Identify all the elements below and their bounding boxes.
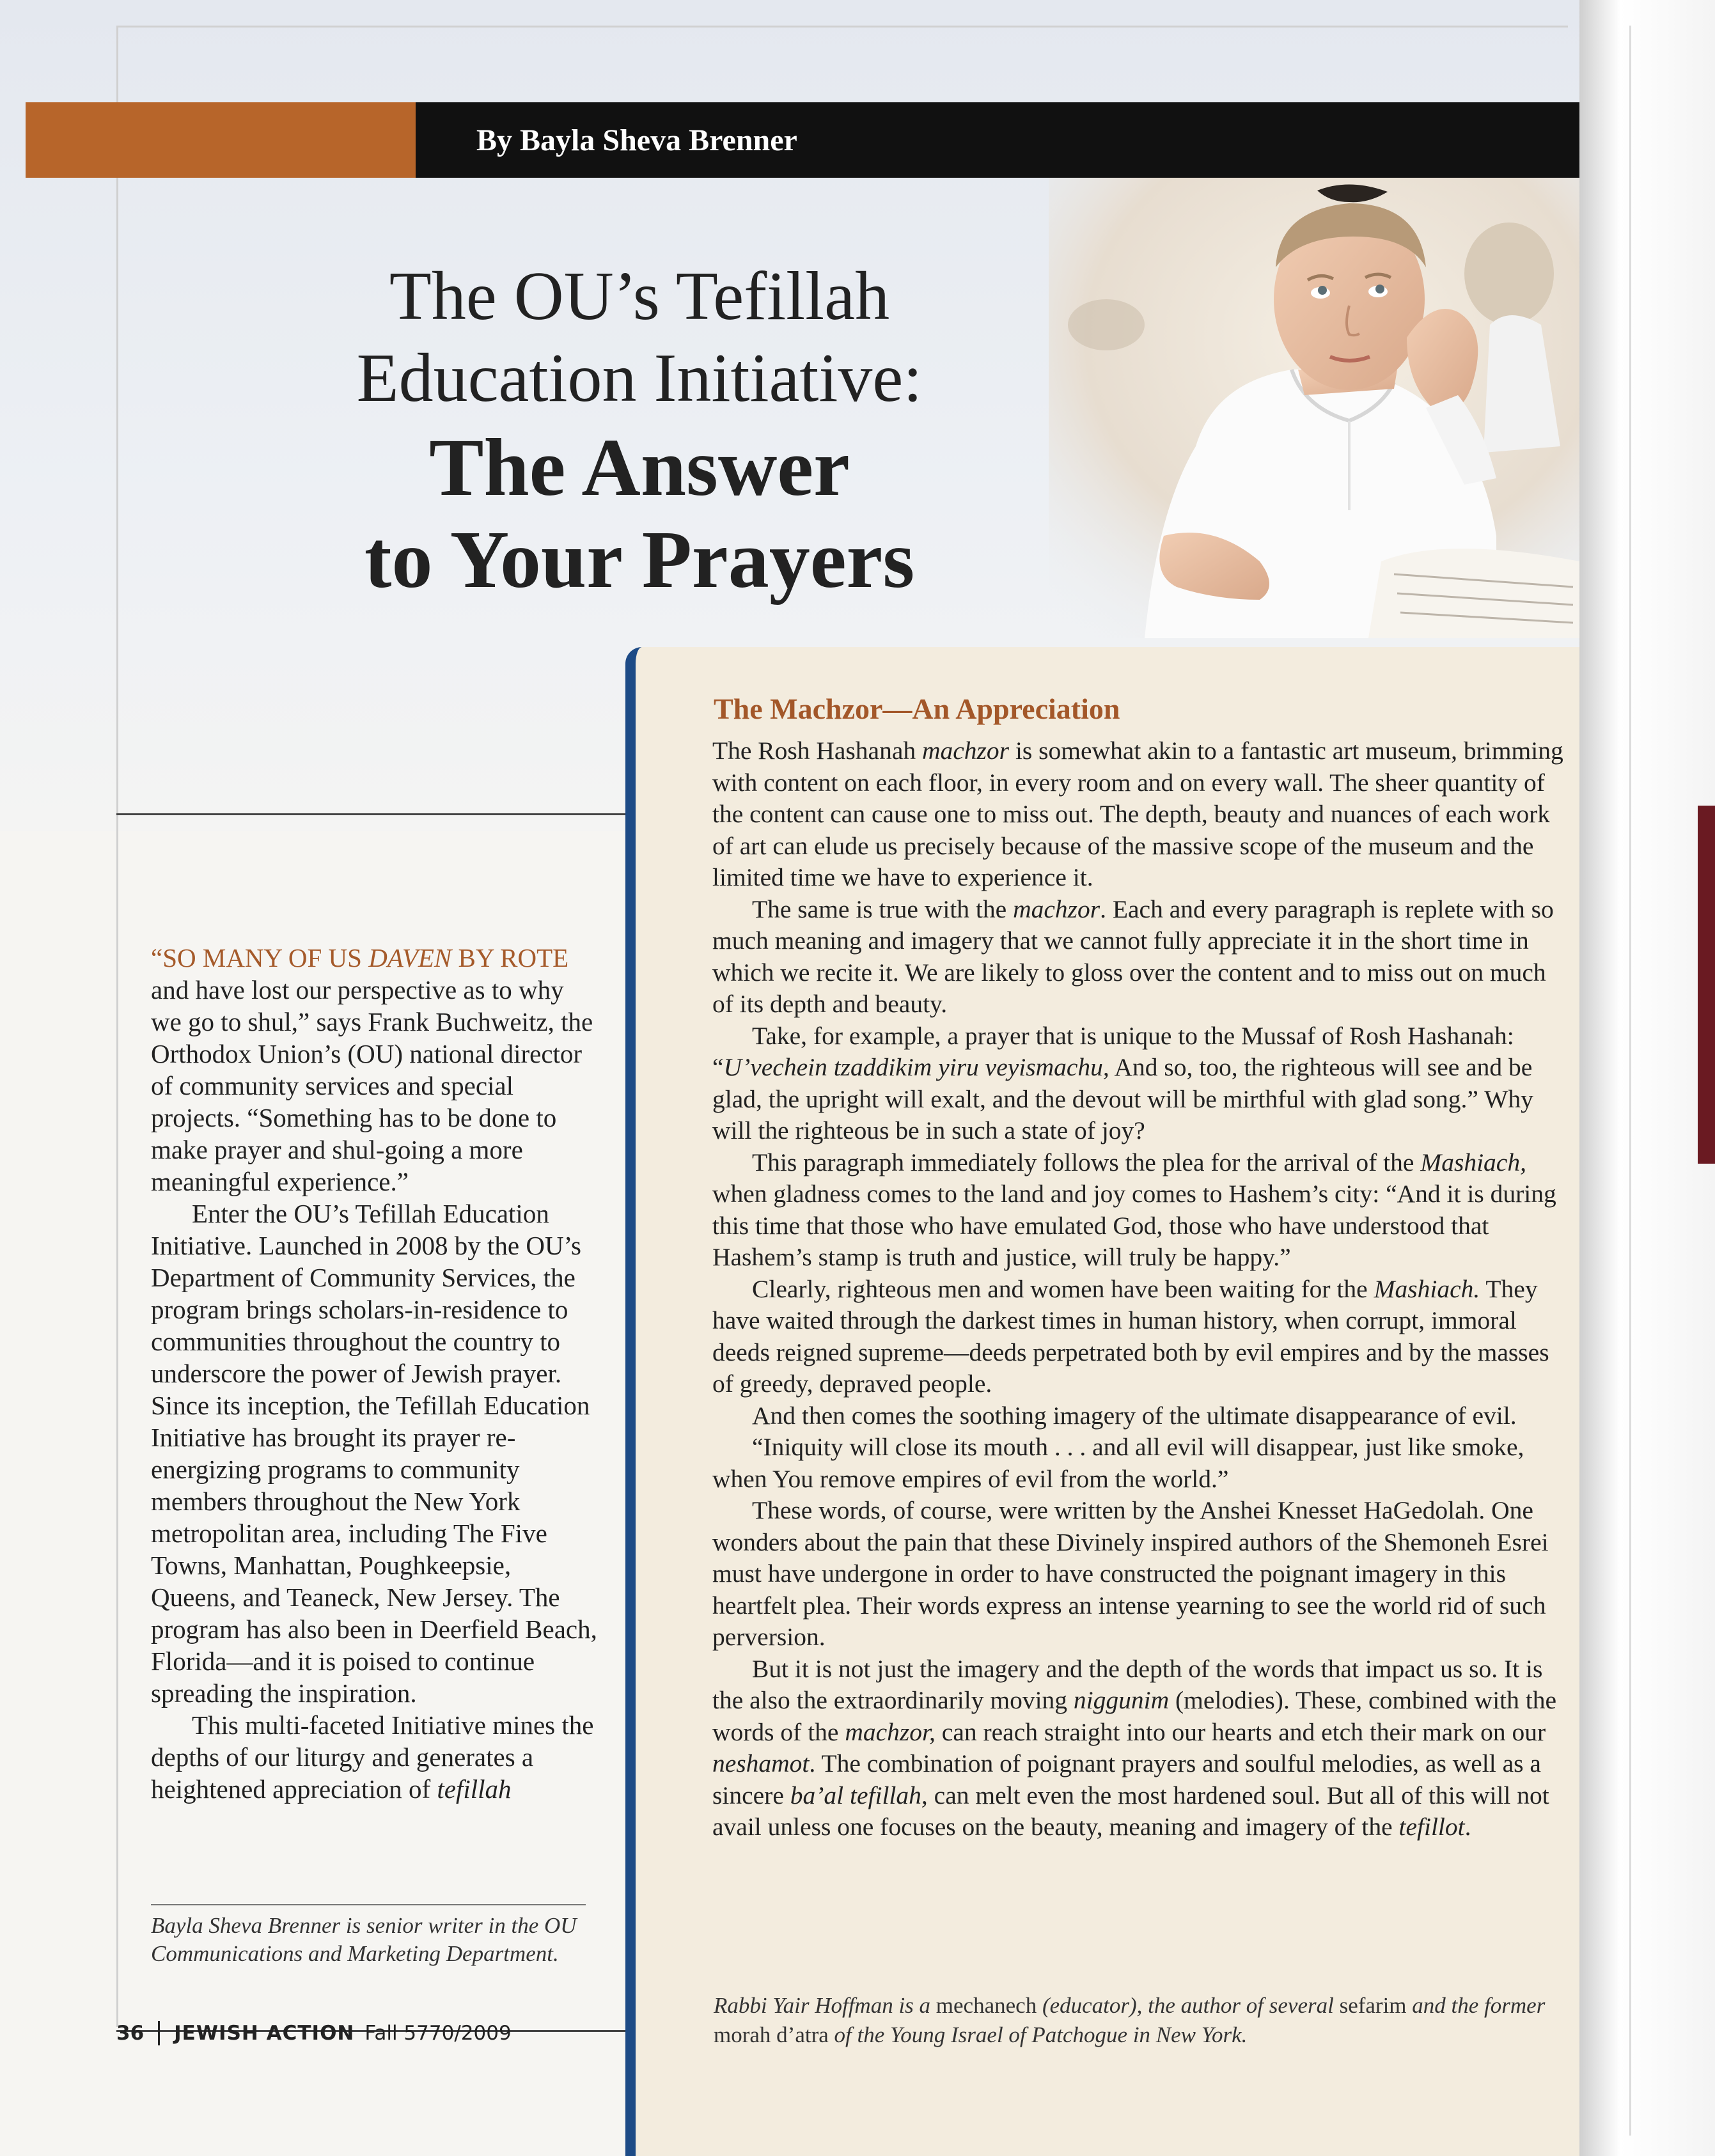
appreciation-paragraph	[712, 1274, 1570, 1400]
appreciation-paragraph	[712, 1653, 1570, 1843]
text-italic: niggunim	[1073, 1686, 1170, 1714]
appreciation-text	[712, 735, 1570, 1843]
credit-roman: morah d’atra	[714, 2022, 829, 2047]
text-italic: ba’al tefillah,	[790, 1781, 928, 1809]
byline-accent	[26, 102, 416, 178]
text-italic: machzor	[922, 737, 1010, 765]
contributor-credit	[714, 1991, 1558, 2050]
text-run: (melodies). These, combined with the words of the	[712, 1686, 1557, 1746]
appreciation-paragraph: “Iniquity will close its mouth . . . and all evil will disappear, just like smoke, when You remove empires of evil from the world.”	[712, 1433, 1524, 1493]
appreciation-paragraph: And then comes the soothing imagery of the ultimate disappearance of evil.	[752, 1401, 1517, 1430]
title-line-2: Education Initiative:	[356, 340, 923, 416]
sidebar-paragraph-1	[151, 942, 599, 1198]
text-run: The Rosh Hashanah	[712, 737, 922, 765]
byline-bar	[26, 102, 1579, 178]
appreciation-paragraph	[712, 1020, 1570, 1147]
author-note-divider	[151, 1904, 586, 1905]
page-gutter	[1579, 0, 1715, 2156]
boy-praying-photo	[1049, 178, 1579, 638]
text-run: . The combination of poignant prayers and soulful melodies, as well as a sincere	[712, 1749, 1541, 1809]
sidebar-paragraph-2: Enter the OU’s Tefillah Education Initiative. Launched in 2008 by the OU’s Department of Community Services, the program brings scholars-in-residence to communities throughout the country to underscore the power of Jewish prayer. Since its inception, the Tefillah Education Initiative has brought its prayer re-energizing programs to community members throughout the New York metropolitan area, including The Five Towns, Manhattan, Poughkeepsie, Queens, and Teaneck, New Jersey. The program has also been in Deerfield Beach, Florida—and it is poised to continue spreading the inspiration.	[151, 1199, 597, 1708]
text-run: when gladness comes to the land and joy comes to Hashem’s city: “And it is during this time that those who have emulated God, those who have understood that Hashem’s stamp is truth and justice, will truly be happy.”	[712, 1180, 1556, 1271]
credit-text: (educator), the author of several	[1037, 1993, 1340, 2018]
text-italic: Mashiach,	[1420, 1148, 1526, 1176]
title-line-4: to Your Prayers	[364, 514, 915, 605]
lead-in-caps: “SO MANY OF US	[151, 943, 369, 973]
title-line-3: The Answer	[429, 422, 850, 513]
footer-divider	[158, 2021, 160, 2045]
credit-text: Rabbi Yair Hoffman is a	[714, 1993, 936, 2018]
text-run: They have waited through the darkest times in human history, when corrupt, immoral deeds reigned supreme—deeds perpetrated both by evil empires and by the masses of greedy, depraved people.	[712, 1274, 1549, 1398]
page-frame-top	[116, 26, 1568, 27]
byline-band	[416, 102, 1579, 178]
credit-roman: sefarim	[1339, 1993, 1407, 2018]
credit-text: and the former	[1406, 1993, 1546, 2018]
appreciation-paragraph	[712, 735, 1570, 894]
credit-text: of the Young Israel of Patchogue in New York.	[828, 2022, 1248, 2047]
text-run: This paragraph immediately follows the plea for the arrival of the	[752, 1148, 1421, 1176]
paragraph-text: and have lost our perspective as to why we go to shul,” says Frank Buchweitz, the Orthodox Union’s (OU) national director of community services and special projects. “Something has to be done to make prayer and shul-going a more meaningful experience.”	[151, 975, 593, 1196]
text-run: But it is not just the imagery and the depth of the words that impact us so. It is the also the extraordinarily moving	[712, 1654, 1543, 1714]
paragraph-italic: tefillah	[437, 1774, 512, 1804]
text-run: And so, too, the righteous will see and be glad, the upright will exalt, and the devout will be mirthful with glad song.” Why will the righteous be in such a state of joy?	[712, 1053, 1533, 1144]
article-title	[269, 256, 1010, 604]
lead-in-italic: DAVEN	[368, 943, 452, 973]
issue-date: Fall 5770/2009	[364, 2022, 512, 2045]
appreciation-paragraph	[712, 1147, 1570, 1274]
text-run: Take, for example, a prayer that is unique to the Mussaf of Rosh Hashanah: “	[712, 1021, 1514, 1081]
text-run: Clearly, righteous men and women have been waiting for the	[752, 1274, 1374, 1303]
appreciation-paragraph	[712, 894, 1570, 1020]
credit-roman: mechanech	[936, 1993, 1037, 2018]
text-run: is somewhat akin to a fantastic art museum, brimming with content on each floor, in every room and on every wall. The sheer quantity of the content can cause one to miss out. The depth, beauty and nuances of each work of art can elude us precisely because of the massive scope of the museum and the limited time we have to experience it.	[712, 737, 1563, 891]
appreciation-heading: The Machzor—An Appreciation	[714, 692, 1120, 725]
page-footer	[116, 2021, 512, 2045]
text-run: can reach straight into our hearts and etch their mark on our	[935, 1717, 1546, 1746]
text-run: .	[1464, 1813, 1471, 1841]
byline: By Bayla Sheva Brenner	[476, 123, 797, 157]
text-run: can melt even the most hardened soul. But all of this will not avail unless one focuses on the beauty, meaning and imagery of the	[712, 1781, 1549, 1841]
magazine-name: JEWISH ACTION	[174, 2022, 355, 2045]
author-note: Bayla Sheva Brenner is senior writer in the OU Communications and Marketing Department.	[151, 1913, 577, 1966]
text-italic: machzor	[1013, 894, 1100, 923]
text-run: . Each and every paragraph is replete with so much meaning and imagery that we cannot fully appreciate it in the short time in which we recite it. We are likely to gloss over the content and to miss out on much of its depth and beauty.	[712, 894, 1554, 1018]
sidebar-paragraph-3	[151, 1709, 599, 1805]
text-italic: Mashiach.	[1374, 1274, 1480, 1303]
facing-page-edge	[1698, 806, 1715, 1164]
appreciation-paragraph: These words, of course, were written by the Anshei Knesset HaGedolah. One wonders about the pain that these Divinely inspired authors of the Shemoneh Esrei must have undergone in order to have constructed the poignant imagery in this heartfelt plea. Their words express an intense yearning to see the world rid of such perversion.	[712, 1496, 1549, 1651]
title-line-1: The OU’s Tefillah	[389, 258, 890, 334]
gutter-line	[1629, 26, 1631, 2136]
paragraph-text: This multi-faceted Initiative mines the depths of our liturgy and generates a heightened appreciation of	[151, 1710, 594, 1804]
text-italic: neshamot	[712, 1749, 810, 1777]
sidebar-article-text	[151, 942, 599, 1805]
text-italic: machzor,	[845, 1717, 936, 1746]
text-run: The same is true with the	[752, 894, 1014, 923]
page-number: 36	[116, 2022, 145, 2045]
text-italic: U’vechein tzaddikim yiru veyismachu,	[723, 1053, 1109, 1081]
lead-in-rest: BY ROTE	[451, 943, 569, 973]
text-italic: tefillot	[1398, 1813, 1465, 1841]
